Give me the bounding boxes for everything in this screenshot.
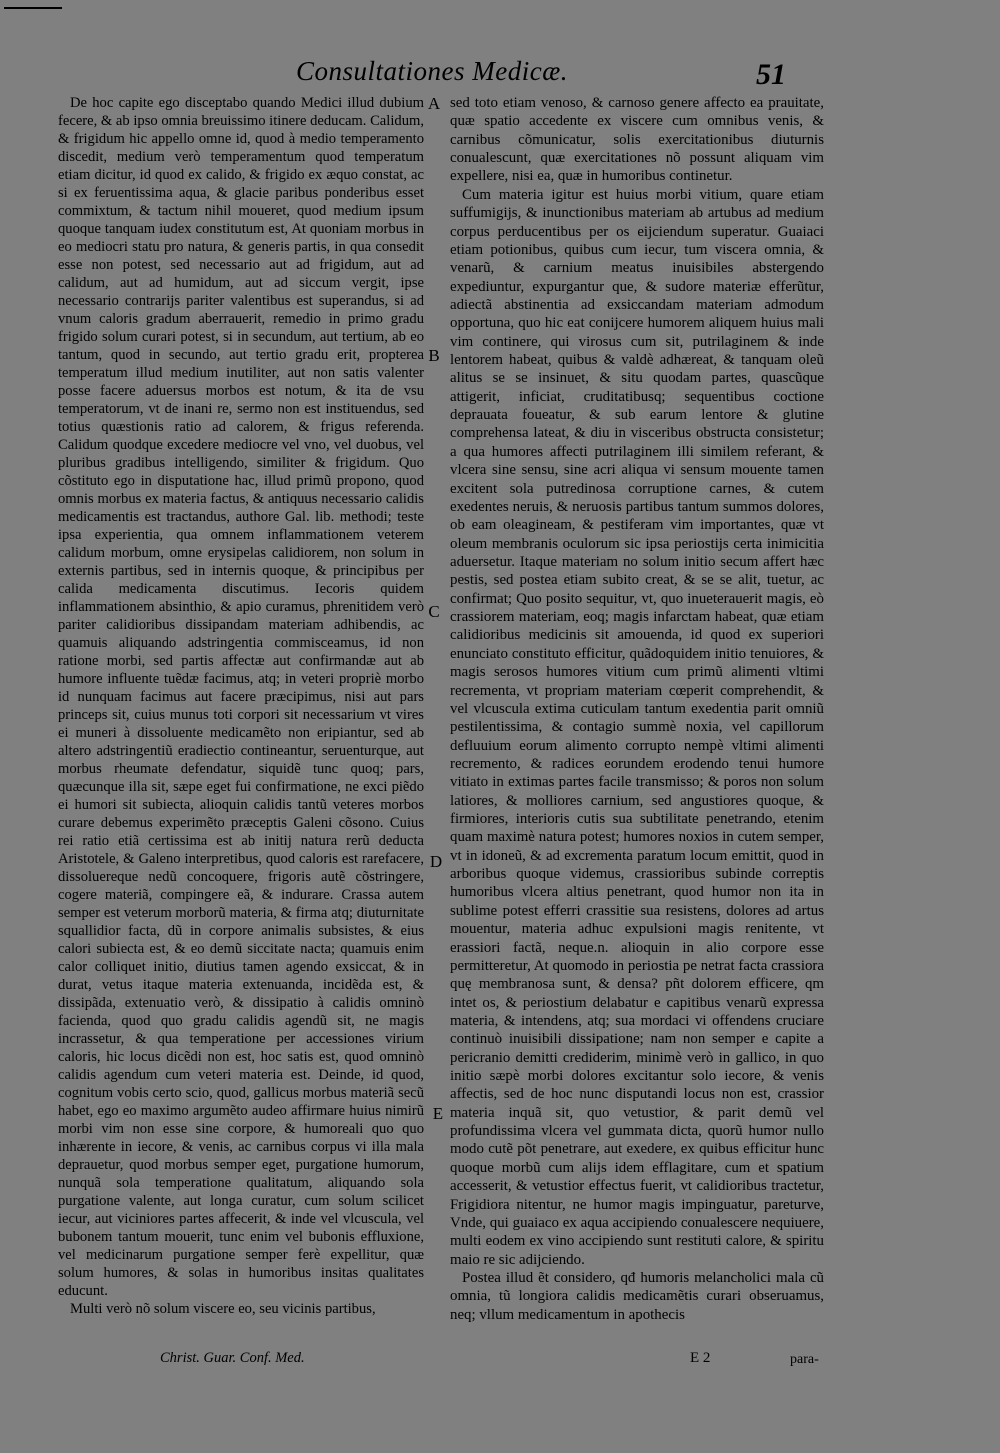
catchword: para-: [790, 1352, 819, 1367]
corner-rule: [4, 7, 62, 9]
signature-mark: E 2: [690, 1350, 711, 1366]
left-paragraph: Multi verò nõ solum viscere eo, seu vicinis partibus,: [70, 1301, 376, 1317]
left-column: [58, 94, 424, 1318]
left-paragraph: De hoc capite ego disceptabo quando Medici illud dubium fecere, & ab ipso omnia breuissimo itinere deducam. Calidum, & frigidum hic appello omne id, quod à medio temperamento discedit, medium verò temperamentum quod temperatum etiam dicitur, id quod ex calido, & frigido ex æquo constat, ac si ex feruentissima aqua, & glacie paribus ponderibus esset commixtum, & tactum nihil moueret, quod medium ipsum quoque tanquam iudex constitutum est, At quoniam morbus in eo mediocri statu pro natura, & generis partis, in qua consedit esse non potest, sed necessario aut ad frigidum, aut ad calidum, aut ad humidum, aut ad siccum vergit, ipse necessario contrarijs pariter valentibus est superandus, si ad vnum caloris gradum aberrauerit, remedio in primo gradu frigido solum curari potest, si in secundum, aut tertium, ab eo tantum, quod in secundo, aut tertio gradu erit, propterea temperatum illud medium inutiliter, aut non satis valenter posse facere aduersus morbos est notum, & ita de vsu temperatorum, vt de inani re, sermo non est instituendus, sed totius quæstionis ratio ad calorem, & frigus referenda. Calidum quodque excedere mediocre vel vno, vel duobus, vel pluribus gradibus intelligendo, similiter & frigidum. Quo cõstituto ego in disputatione hac, illud primũ propono, quod omnis morbus ex materia factus, & antiquus necessario calidis medicamentis est tractandus, authore Gal. lib. methodi; teste ipsa experientia, qua omnem inflammationem veterem calidum morbum, omne erysipelas calidiorem, non solum in externis partibus, sed in internis quoque, & principibus per calida medicamenta discutimus. Iecoris quidem inflammationem absinthio, & apio curamus, phrenitidem verò pariter calidioribus dissipandam materiam adhibendis, ac quamuis aliquando adstringentia commisceamus, id non ratione morbi, sed partis affectæ aut confirmandæ aut ab humore influente tuẽdæ facimus, atq; in veteri propriè morbo id nunquam facimus aut facere præcipimus, nisi aut pars princeps sit, cuius munus toti corpori sit necessarium vt vires ei muneri à dissoluente medicamẽto non eripiantur, sed ab altero adstringentiũ eradiectio contineantur, seruenturque, aut morbus rheumate defendatur, siquidẽ tunc quoq; pars, quæcunque illa sit, sæpe eget fui confirmatione, ne exci piẽdo ei humori sit subiecta, alioquin calidis tantũ veteres morbos curare debemus experimẽto præceptis Galeni cõsono. Cuius rei ratio etiã certissima est ab initij natura rerũ deducta Aristotele, & Galeno interpretibus, quod caloris est rarefacere, dissoluereque nedũ concoquere, frigoris autẽ cõstringere, cogere materiã, compingere eã, & indurare. Crassa autem semper est veterum morborũ materia, & firma atq; diuturnitate squallidior facta, dũ in corpore animalis subsistes, & eius calori subiecta est, & eo demũ siccitate nacta; quamuis enim calor colliquet initio, diutius tamen agendo exsiccat, & in durat, vetus itaque materia extenuanda, incidẽda est, & dissipãda, extenuatio verò, & dissipatio à calidis omninò facienda, quod quo gradu calidis agendũ sit, ne magis incrassetur, & qua temperatione per accessiones virium caloris, hic locus dicẽdi non est, hoc satis est, quod omninò calidis agendum cum veteri materia est. Deinde, id quod, cognitum vobis certo scio, quod, gallicus morbus materiã secũ habet, ego eo maximo argumẽto audeo affirmare huius nimirũ morbi vim non esse sine corpore, & humoreali quo quo inhærente in iecore, & venis, ac carnibus corpus vi illa mala deprauetur, quod morbus semper eget, purgatione humorum, nunquã sola temperatione qualitatum, aliquando sola purgatione valente, aut longa curatur, cum solum scilicet iecur, aut viciniores partes affecerit, & inde vel vlcuscula, vel bubonem tantum mouerit, tunc enim vel bubonis effluxione, vel medicinarum purgatione semper ferè expellitur, quæ solum humores, & solas in humoribus insitas qualitates educunt.: [58, 95, 424, 1299]
printer-signature: Christ. Guar. Conf. Med.: [160, 1350, 305, 1366]
right-paragraph: sed toto etiam venoso, & carnoso genere affecto ea prauitate, quæ spatio accedente ex viscere cum omnibus venis, & carnibus cõmunicatur, solis exercitationibus diuturnis conualescunt, quæ exercitationes nõ possunt aliquam vim expellere, nisi ea, quæ in humoribus continetur.: [450, 95, 824, 185]
margin-letter-e: E: [432, 1104, 444, 1123]
right-paragraph: Postea illud ẽt considero, qđ humoris melancholici mala cũ omnia, tũ longiora calidis medicamẽtis curari obseruamus, neq; vllum medicamentum in apothecis: [450, 1270, 824, 1323]
page-number: 51: [756, 58, 786, 91]
running-title: Consultationes Medicæ.: [296, 56, 568, 86]
margin-letter-b: B: [428, 346, 440, 365]
right-paragraph: Cum materia igitur est huius morbi vitium, quare etiam suffumigijs, & inunctionibus materiam ab artubus ad medium corpus perducentibus per os eijciendum superatur. Guaiaci etiam potionibus, quibus cum iecur, tum viscera omnia, & venarũ, & carnium meatus inuisibiles abstergendo expediuntur, expurgantur que, & sudore materiæ efferũtur, adiectã abstinentia ad exsiccandam materiam admodum opportuna, quo hic eat conijcere humorem aliquem huius mali vim continere, qui virosus cum sit, putrilaginem & inde lentorem habeat, quibus & valdè adhæreat, & tanquam oleũ alitus se se insinuet, & situ quodam partes, quascũque attigerit, inficiat, cruditatibusq; sequentibus coctione deprauata foueatur, & sub earum lentore & glutine comprehensa lateat, & diu in visceribus obstructa consistetur; a qua humores affecti putrilaginem illi similem referant, & vlcera sine sensu, sine acri aliqua vi sensum mouente tamen excitent sola putredinosa corruptione carnes, & cutem exedentes neruis, & neruosis partibus tantum summos dolores, ob eam oleagineam, & pestiferam vim importantes, quæ vt oleum membranis oculorum sic ipsa periostijs certa inimicitia aduersetur. Itaque materiam no solum initio secum affert hæc pestis, sed postea etiam subito creat, & se se alit, tuetur, ac confirmat; Quo posito sequitur, vt, quo inueterauerit magis, eò crassiorem materiam, eoq; magis infarctam habeat, quæ etiam calidioribus medicinis sit amouenda, id quod ex superiori enunciato constituto efficitur, quãdoquidem initio tenuiores, & magis serosos humores vitium cum primũ alimenti vltimi recrementa, vt propriam materiam cœperit comprehendit, & vel vlcuscula extima cuticulam tantum exedentia parit omniũ pestilentissima, & contagio summè noxia, vel capillorum defluuium eorum alimento corrupto nempè vltimi alimenti recremento, & radices eorundem erodendo tenui humore vitiato in extimas partes facile transmisso; & poros non solum latiores, & molliores carnium, sed angustiores quoque, & firmiores, interioris cutis sua subtilitate penetrando, etenim quam maximè natura potest; humores noxios in cutem semper, vt in idoneũ, & ad excrementa paratum locum emittit, quod in arboribus quoque videmus, crassioribus subinde correptis humoribus vlcera altius penetrant, quod humor non ita in sublime potest efferri crassitie sua resistens, dolores ad artus mouentur, materia adhuc expulsioni magis renitente, vt erassiori factã, neque.n. alioquin in alio corpore esse permitteretur, At quomodo in periostia pe netrat facta crassiora quę membranosa sunt, & densa? pñt dolorem efficere, qm intet os, & periostium delabatur e capitibus venarũ expressa materia, & intendens, atq; sua mordaci vi offendens cruciare continuò inuisibili dissipatione; nam non semper e capite a pericranio demitti crediderim, minimè verò in gallico, in quo initio sæpè morbi dolores excitantur solo iecore, & venis affectis, sed de hoc nunc disputandi locus non est, crassior materia inquã sit, quo vetustior, & parit demũ vel profundissima vlcera vel gummata dicta, quorũ humor nullo modo cutẽ põt penetrare, aut exedere, ex quibus efficitur hunc quoque morbũ cum alijs idem efflagitare, cum et spatium accesserit, & vetustior effectus fuerit, vt calidioribus tractetur, Frigidiora nitentur, ne humor magis impinguatur, pareturve, Vnde, qui guaiaco ex aqua accipiendo conualescere nequiuere, multi eodem ex vino accipiendo sunt restituti calore, & spiritu maio re sic adijciendo.: [450, 186, 824, 1268]
margin-letter-d: D: [429, 852, 443, 871]
margin-letter-a: A: [427, 94, 441, 113]
margin-letter-c: C: [428, 602, 440, 621]
right-column: [450, 94, 824, 1324]
